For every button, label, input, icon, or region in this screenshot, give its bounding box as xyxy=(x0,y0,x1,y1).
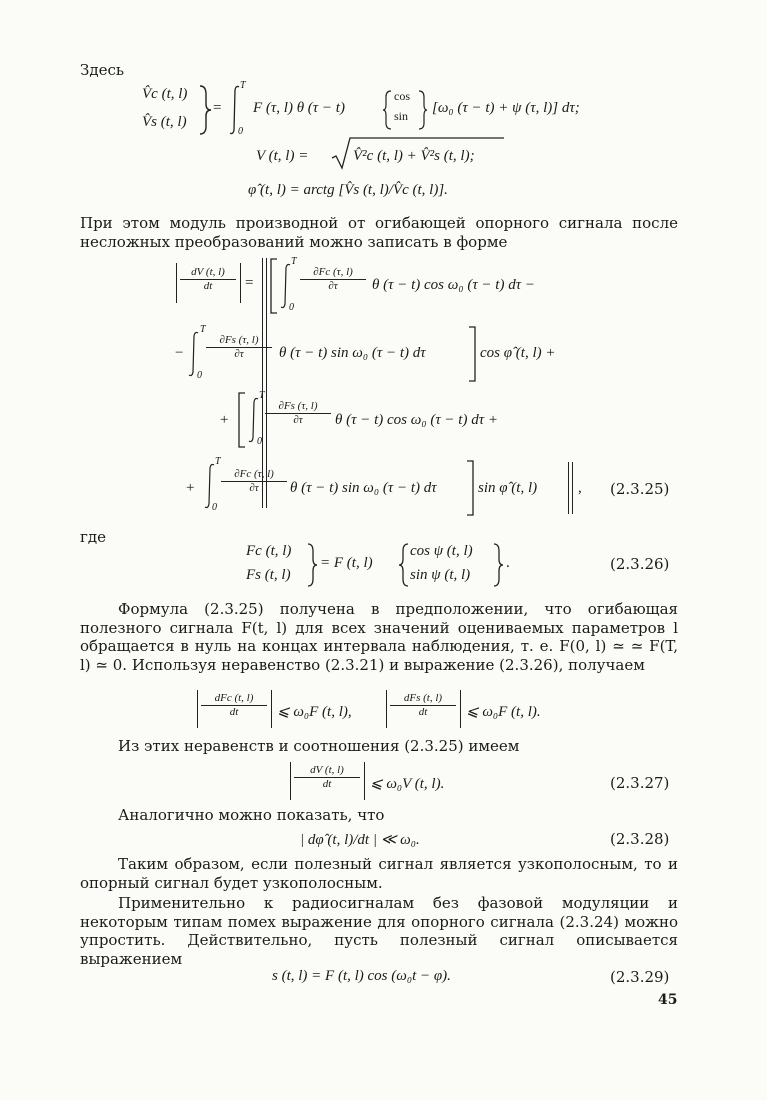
equation-2-3-29: s (t, l) = F (t, l) cos (ω₀t − φ). xyxy=(272,968,451,984)
paragraph-6: Применительно к радиосигналам без фазовой модуляции и некоторым типам помех выражение для опорного сигнала (2.3.24) можно упростить. Действительно, пусть полезный сигнал описывается выражением xyxy=(80,894,678,968)
paragraph-3: Из этих неравенств и соотношения (2.3.25) имеем xyxy=(118,737,520,755)
paragraph-1: При этом модуль производной от огибающей опорного сигнала после несложных преобразований можно записать в форме xyxy=(80,214,678,251)
book-page: Здесь V̂c (t, l) V̂s (t, l) = T 0 F (τ, l) θ (τ − t) cos sin [ω₀ (τ − t) + ψ (τ, l)] dτ; V (t, l) = V̂²c (t, l) + V̂²s (t, l); φ̂ (t, l) = arctg [V̂s (t, l)/V̂c (t, l)]. При этом модуль производной от огибающей опорного сигнала после несложных преобразований можно записать в форме dV (t, l) dt = T 0 ∂Fc (τ, l) ∂τ θ (τ − t) cos ω₀ (τ − t) dτ − − T 0 ∂Fs (τ, l) ∂τ θ (τ − t) sin ω₀ (τ − t) dτ cos φ̂ (t, l) + + T 0 ∂Fs (τ, l) ∂τ θ (τ − t) cos ω₀ (τ − t) dτ + + T 0 ∂Fc (τ, l) ∂τ θ (τ − t) sin ω₀ (τ − t) dτ sin φ̂ (t, l) , (2.3.25) где Fc (t, l) Fs (t, l) = F (t, l) cos ψ (t, l) sin ψ (t, l) . (2.3.26) Формула (2.3.25) получена в предположении, что огибающая полезного сигнала F(t, l) для всех значений оцениваемых параметров l обращается в нуль на концах интервала наблюдения, т. е. F(0, l) ≃ ≃ F(T, l) ≃ 0. Используя неравенство (2.3.21) и выражение (2.3.26), получаем dFc (t, l) dt ⩽ ω₀F (t, l), dFs (t, l) dt ⩽ ω₀F (t, l). Из этих неравенств и соотношения (2.3.25) имеем dV (t, l) dt ⩽ ω₀V (t, l). (2.3.27) Аналогично можно показать, что | dφ̂ (t, l)/dt | ≪ ω₀. (2.3.28) Таким образом, если полезный сигнал является узкополосным, то и опорный сигнал будет узкополосным. Применительно к радиосигналам без фазовой модуляции и некоторым типам помех выражение для опорного сигнала (2.3.24) можно упростить. Действительно, пусть полезный сигнал описывается выражением s (t, l) = F (t, l) cos (ω₀t − φ). (2.3.29) 45 xyxy=(80,61,678,1008)
paragraph-4: Аналогично можно показать, что xyxy=(118,806,385,824)
paragraph-5: Таким образом, если полезный сигнал является узкополосным, то и опорный сигнал будет узкополосным. xyxy=(80,855,678,892)
equation-3: φ̂ (t, l) = arctg [V̂s (t, l)/V̂c (t, l)]. xyxy=(248,182,448,198)
equation-2-3-28: | dφ̂ (t, l)/dt | ≪ ω₀. xyxy=(300,832,420,848)
eq-label-25: (2.3.25) xyxy=(610,480,670,498)
paragraph-2: Формула (2.3.25) получена в предположении, что огибающая полезного сигнала F(t, l) для всех значений оцениваемых параметров l обращается в нуль на концах интервала наблюдения, т. е. F(0, l) ≃ ≃ F(T, l) ≃ 0. Используя неравенство (2.3.21) и выражение (2.3.26), получаем xyxy=(80,600,678,674)
word-gde: где xyxy=(80,528,106,546)
word-zdes: Здесь xyxy=(80,61,125,79)
right-curly xyxy=(418,90,428,130)
eq-label-28: (2.3.28) xyxy=(610,830,670,848)
eq-label-26: (2.3.26) xyxy=(610,555,670,573)
left-curly xyxy=(382,90,392,130)
right-brace xyxy=(198,84,212,136)
eq-label-29: (2.3.29) xyxy=(610,968,670,986)
page-number: 45 xyxy=(658,992,678,1008)
eq-label-27: (2.3.27) xyxy=(610,774,670,792)
